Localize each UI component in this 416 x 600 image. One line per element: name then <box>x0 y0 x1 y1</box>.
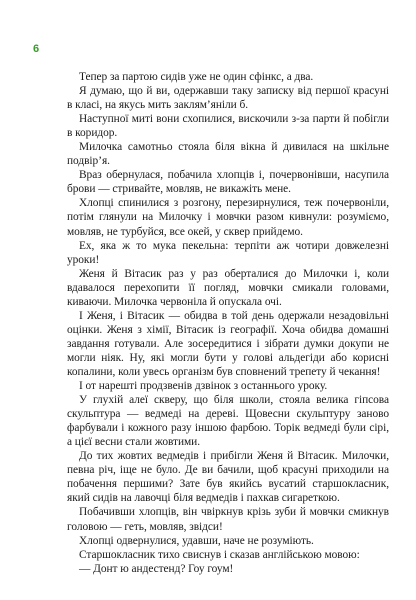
paragraph: Тепер за партою сидів уже не один сфінкс, а два. <box>79 71 314 83</box>
paragraph: Милочка самотньо стояла біля вікна й дивилася на шкільне подвір’я. <box>67 141 389 168</box>
page-number: 6 <box>33 43 40 55</box>
paragraph: Враз обернулася, побачила хлопців і, почервонівши, насупила брови — стривайте, мовляв, не викажіть мене. <box>67 169 389 196</box>
paragraph: — Донт ю андестенд? Гоу гоум! <box>79 562 234 575</box>
paragraph: Побачивши хлопців, він чвіркнув крізь зуби й мовчки смикнув головою — геть, мовляв, звідси! <box>67 506 389 533</box>
paragraph: Хлопці спинилися з розгону, перезирнулися, теж почервоніли, потім глянули на Милочку і мовчки разом кивнули: розуміємо, мовляв, не турбуйся, все окей, у сквер прийдемо. <box>67 197 389 238</box>
paragraph: Ех, яка ж то мука пекельна: терпіти аж чотири довжелезні уроки! <box>67 239 389 266</box>
paragraph: Старшокласник тихо свиснув і сказав англійською мовою: <box>79 548 360 561</box>
paragraph: І Женя, і Вітасик — обидва в той день одержали незадовільні оцінки. Женя з хімії, Вітасик із географії. Хоча обидва домашні завдання готували. Але зосередитися і зібрати думки докупи не могли ніяк. Ну, які могли бути у голові альдегіди або корисні копалини, коли увесь організм був сповнений трепету й чекання! <box>67 309 389 378</box>
paragraph: До тих жовтих ведмедів і прибігли Женя й Вітасик. Милочки, певна річ, іще не було. Де ви бачили, щоб красуні приходили на побачення першими? Зате був якийсь вусатий старшокласник, який сидів на лавочці біля ведмедів і пахкав сигареткою. <box>67 450 389 505</box>
paragraph: Наступної миті вони схопилися, вискочили з-за парти й побігли в коридор. <box>67 113 389 140</box>
paragraph: Я думаю, що й ви, одержавши таку записку від першої красуні в класі, на якусь мить заклям’яніли б. <box>67 85 389 112</box>
paragraph: І от нарешті продзвенів дзвінок з останнього уроку. <box>79 380 328 393</box>
paragraph: Хлопці одвернулися, удавши, наче не розуміють. <box>79 534 314 547</box>
body-text <box>67 70 389 576</box>
paragraph: У глухій алеї скверу, що біля школи, стояла велика гіпсова скульптура — ведмеді на дереві. Щовесни скульптуру заново фарбували і кожного разу іншою фарбою. Торік ведмеді були сірі, а цієї весни стали жовтими. <box>67 394 389 449</box>
paragraph: Женя й Вітасик раз у раз оберталися до Милочки і, коли вдавалося перехопити її погляд, мовчки смикали головами, киваючи. Милочка червоніла й опускала очі. <box>67 267 389 308</box>
